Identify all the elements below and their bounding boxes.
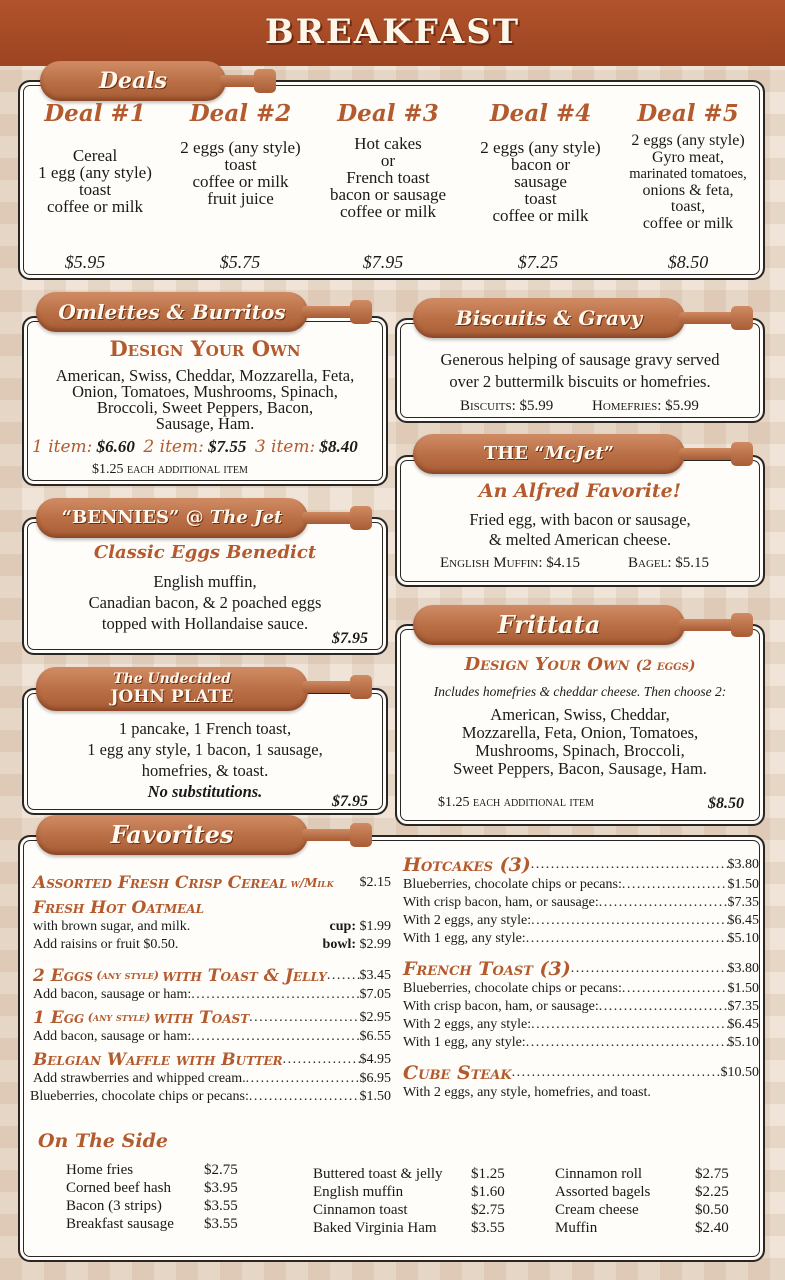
banner-text: JOHN PLATE (110, 687, 234, 707)
side-item (555, 1183, 729, 1201)
hotcakes-option (403, 894, 759, 912)
size-label: cup: (329, 919, 356, 934)
french-toast-option (403, 980, 759, 998)
deal-line: sausage (514, 172, 567, 191)
side-item-name: Buttered toast & jelly (313, 1166, 443, 1182)
option-price: $7.35 (727, 999, 759, 1014)
side-item-price: $0.50 (695, 1202, 729, 1218)
price-label: 2 item: (143, 437, 204, 457)
two-eggs-add-row (33, 986, 391, 1004)
side-item-price: $2.75 (204, 1162, 238, 1178)
omelettes-banner (36, 292, 376, 332)
deal-line: Gyro meat, (652, 148, 724, 166)
item-price: $6.55 (359, 1029, 391, 1044)
deal-2 (163, 100, 318, 207)
oatmeal-cup-row (33, 918, 391, 936)
french-toast-option (403, 1034, 759, 1052)
deal-price: $5.75 (219, 252, 261, 272)
item-name: Cube Steak (403, 1062, 512, 1084)
homefries-option: Homefries: $5.99 (592, 398, 699, 414)
desc-line: Canadian bacon, & 2 poached eggs (88, 593, 322, 612)
menu-item-french-toast (403, 958, 759, 980)
desc-line: Generous helping of sausage gravy served (440, 350, 720, 369)
side-item-price: $1.60 (471, 1184, 505, 1200)
deal-line: toast, (670, 198, 706, 215)
side-item-name: Baked Virginia Ham (313, 1220, 437, 1236)
frittata-banner-label: Frittata (413, 605, 685, 645)
item-price: $4.95 (359, 1052, 391, 1067)
mcjet-option-bagel: Bagel: $5.15 (628, 555, 709, 571)
item-price: $6.95 (359, 1071, 391, 1086)
option-label: With 2 eggs, any style: (403, 913, 532, 928)
side-item-name: Home fries (66, 1162, 134, 1178)
mcjet-banner (413, 434, 755, 474)
item-name-rest: with Toast & Jelly (162, 966, 327, 986)
deal-line: 2 eggs (any style) (480, 138, 601, 157)
side-item (313, 1201, 505, 1219)
deal-line: bacon or (510, 155, 570, 174)
biscuits-desc (395, 349, 765, 393)
banner-text: THE “ (483, 443, 545, 464)
desc-line: & melted American cheese. (488, 530, 672, 549)
item-price: $1.99 (359, 919, 391, 934)
deal-price: $5.95 (64, 252, 106, 272)
option-label: Blueberries, chocolate chips or pecans: (403, 877, 622, 892)
side-item-name: Cinnamon toast (313, 1202, 408, 1218)
ingredient-line: Sweet Peppers, Bacon, Sausage, Ham. (453, 759, 707, 778)
option-price: $7.35 (727, 895, 759, 910)
deal-title: Deal #1 (44, 100, 146, 127)
john-plate-price: $7.95 (332, 793, 368, 810)
deal-line: coffee or milk (192, 172, 289, 191)
mcjet-desc (395, 510, 765, 550)
frittata-price: $8.50 (708, 795, 744, 812)
deal-line: coffee or milk (340, 202, 436, 221)
item-desc: Blueberries, chocolate chips or pecans: (30, 1089, 249, 1104)
deal-line: bacon or sausage (329, 185, 447, 204)
side-column-2 (313, 1165, 505, 1237)
item-desc: Add strawberries and whipped cream. (33, 1071, 246, 1086)
side-item-price: $3.95 (204, 1180, 238, 1196)
deal-line: 1 egg (any style) (38, 163, 152, 182)
desc-line: English muffin, (153, 572, 257, 591)
deal-line: Hot cakes (354, 134, 422, 153)
option-price: $1.50 (727, 877, 759, 892)
option-label: With crisp bacon, ham, or sausage: (403, 999, 599, 1014)
frittata-note: Includes homefries & cheddar cheese. Then choose 2: (433, 684, 727, 699)
side-item-name: Assorted bagels (555, 1184, 651, 1200)
side-item-name: Breakfast sausage (66, 1216, 174, 1232)
deal-title: Deal #4 (489, 100, 592, 127)
hotcakes-option (403, 912, 759, 930)
biscuits-banner-label: Biscuits & Gravy (413, 298, 685, 338)
item-name-rest: with Toast (153, 1008, 250, 1028)
item-price: $2.95 (359, 1010, 391, 1025)
option-price: $5.10 (727, 1035, 759, 1050)
option-label: With 1 egg, any style: (403, 931, 526, 946)
bennies-banner-label (36, 498, 308, 538)
omelettes-prices (32, 437, 382, 457)
side-item (555, 1201, 729, 1219)
banner-text: “BENNIES” @ (61, 507, 210, 528)
side-item-price: $2.75 (695, 1166, 729, 1182)
item-desc: Add raisins or fruit $0.50. (33, 937, 179, 952)
item-price: $2.99 (359, 937, 391, 952)
deal-3 (313, 100, 463, 220)
side-item-name: English muffin (313, 1184, 404, 1200)
bennies-banner (36, 498, 376, 538)
side-item-price: $3.55 (204, 1216, 238, 1232)
deal-line: or (380, 151, 396, 170)
side-item-price: $1.25 (471, 1166, 505, 1182)
deal-1 (20, 100, 170, 215)
deal-line: marinated tomatoes, (629, 166, 747, 182)
item-desc: with brown sugar, and milk. (33, 919, 191, 934)
side-item (555, 1165, 729, 1183)
mcjet-option-muffin: English Muffin: $4.15 (440, 555, 581, 571)
subtitle-text: Design Your Own (464, 654, 630, 675)
frittata-ingredients (395, 706, 765, 778)
item-price: $2.15 (359, 875, 391, 890)
deal-price: $8.50 (667, 252, 709, 272)
deals-banner (40, 61, 280, 101)
john-plate-note: No substitutions. (147, 782, 263, 801)
side-item (313, 1219, 505, 1237)
frittata-extra: $1.25 each additional item (438, 795, 594, 810)
menu-item-two-eggs (33, 966, 391, 986)
price-value: $6.60 (96, 437, 135, 456)
desc-line: homefries, & toast. (141, 761, 269, 780)
option-label: With 1 egg, any style: (403, 1035, 526, 1050)
item-name: Belgian Waffle with Butter (33, 1050, 283, 1070)
header-band (0, 0, 785, 66)
side-item (66, 1215, 238, 1233)
deal-line: onions & feta, (642, 181, 734, 199)
banner-text: The Jet (209, 507, 283, 528)
banner-text: The Undecided (113, 671, 231, 687)
side-item-price: $3.55 (471, 1220, 505, 1236)
favorites-banner (36, 815, 376, 855)
menu-item-hotcakes (403, 854, 759, 876)
subtitle-small: (2 eggs) (635, 658, 696, 674)
option-price: $1.50 (727, 981, 759, 996)
frittata-subtitle (395, 654, 765, 675)
deal-price: $7.25 (517, 252, 559, 272)
ingredient-line: Mushrooms, Spinach, Broccoli, (475, 741, 685, 760)
size-label: bowl: (322, 937, 356, 952)
item-name: 2 Eggs (33, 966, 93, 986)
desc-line: 1 egg any style, 1 bacon, 1 sausage, (87, 740, 323, 759)
desc-line: Fried egg, with bacon or sausage, (469, 510, 691, 529)
side-item-name: Muffin (555, 1220, 598, 1236)
side-item-name: Corned beef hash (66, 1180, 171, 1196)
item-name-oatmeal: Fresh Hot Oatmeal (33, 898, 205, 918)
oatmeal-bowl-row (33, 936, 391, 954)
desc-line: topped with Hollandaise sauce. (101, 614, 309, 633)
mcjet-subtitle: An Alfred Favorite! (478, 480, 682, 502)
menu-item-one-egg (33, 1008, 391, 1028)
ingredient-line: American, Swiss, Cheddar, Mozzarella, Feta, (55, 366, 355, 385)
side-column-3 (555, 1165, 729, 1237)
menu-item-cereal (33, 873, 391, 893)
item-suffix: w/Milk (290, 876, 334, 890)
omelettes-extra: $1.25 each additional item (92, 462, 248, 477)
item-desc: Add bacon, sausage or ham: (33, 1029, 192, 1044)
side-item (555, 1219, 729, 1237)
side-column-1 (66, 1161, 238, 1233)
bennies-subtitle: Classic Eggs Benedict (93, 542, 317, 563)
deals-banner-label: Deals (40, 61, 226, 101)
item-name: 1 Egg (33, 1008, 85, 1028)
side-item (66, 1161, 238, 1179)
item-price: $7.05 (359, 987, 391, 1002)
deal-line: toast (224, 155, 257, 174)
banner-text: McJet (544, 443, 604, 464)
item-price: $3.80 (727, 961, 759, 976)
desc-line: 1 pancake, 1 French toast, (118, 719, 292, 738)
option-label: With crisp bacon, ham, or sausage: (403, 895, 599, 910)
on-the-side-title: On The Side (38, 1130, 168, 1152)
option-price: $5.10 (727, 931, 759, 946)
deal-title: Deal #2 (189, 100, 292, 127)
ingredient-line: Mozzarella, Feta, Onion, Tomatoes, (461, 723, 699, 742)
ingredient-line: Sausage, Ham. (155, 414, 255, 433)
option-label: With 2 eggs, any style: (403, 1017, 532, 1032)
deal-line: toast (524, 189, 557, 208)
john-plate-banner-label (36, 667, 308, 711)
desc-line: over 2 buttermilk biscuits or homefries. (449, 372, 711, 391)
deal-line: French toast (346, 168, 430, 187)
french-toast-option (403, 1016, 759, 1034)
waffle-add-row (33, 1070, 391, 1088)
menu-item-waffle (33, 1050, 391, 1070)
side-item-name: Cinnamon roll (555, 1166, 643, 1182)
biscuits-banner (413, 298, 755, 338)
side-item-price: $2.40 (695, 1220, 729, 1236)
omelettes-banner-label: Omlettes & Burritos (36, 292, 308, 332)
hotcakes-option (403, 930, 759, 948)
price-value: $7.55 (208, 437, 247, 456)
omelettes-ingredients (22, 368, 388, 432)
side-item-name: Bacon (3 strips) (66, 1198, 162, 1214)
deal-line: coffee or milk (47, 197, 143, 216)
item-qualifier: (any style) (96, 969, 160, 982)
price-label: 1 item: (32, 437, 93, 457)
option-price: $6.45 (727, 913, 759, 928)
side-item-price: $2.75 (471, 1202, 505, 1218)
ingredient-line: Broccoli, Sweet Peppers, Bacon, (96, 398, 314, 417)
ingredient-line: American, Swiss, Cheddar, (490, 705, 670, 724)
item-qualifier: (any style) (87, 1011, 151, 1024)
deal-line: coffee or milk (642, 214, 734, 232)
side-item-name: Cream cheese (555, 1202, 639, 1218)
item-price: $3.80 (727, 857, 759, 872)
side-item (66, 1197, 238, 1215)
biscuits-option: Biscuits: $5.99 (460, 398, 554, 414)
deal-line: toast (78, 180, 112, 199)
side-item (313, 1165, 505, 1183)
side-item (313, 1183, 505, 1201)
banner-text: ” (603, 443, 615, 464)
deal-price: $7.95 (362, 252, 404, 272)
deal-line: Cereal (72, 146, 118, 165)
waffle-add-row (30, 1088, 391, 1106)
ingredient-line: Onion, Tomatoes, Mushrooms, Spinach, (72, 382, 338, 401)
deal-title: Deal #5 (637, 100, 739, 127)
option-price: $6.45 (727, 1017, 759, 1032)
page-title: BREAKFAST (264, 12, 521, 52)
deal-title: Deal #3 (337, 100, 439, 127)
omelettes-subtitle: Design Your Own (109, 336, 301, 361)
john-plate-banner (36, 667, 376, 711)
item-desc: Add bacon, sausage or ham: (33, 987, 192, 1002)
hotcakes-option (403, 876, 759, 894)
price-value: $8.40 (319, 437, 358, 456)
bennies-price: $7.95 (332, 630, 368, 647)
item-price: $10.50 (720, 1065, 759, 1080)
deal-line: fruit juice (207, 189, 274, 208)
item-name: French Toast (3) (403, 958, 571, 980)
item-price: $1.50 (359, 1089, 391, 1104)
item-name: Hotcakes (3) (403, 854, 531, 876)
favorites-banner-label: Favorites (36, 815, 308, 855)
item-name: Assorted Fresh Crisp Cereal (33, 873, 288, 893)
side-item-price: $3.55 (204, 1198, 238, 1214)
mcjet-banner-label (413, 434, 685, 474)
deal-4 (463, 100, 618, 224)
frittata-banner (413, 605, 755, 645)
cube-steak-desc: With 2 eggs, any style, homefries, and toast. (403, 1085, 651, 1100)
deal-line: coffee or milk (492, 206, 589, 225)
deal-5 (612, 100, 764, 232)
side-item-price: $2.25 (695, 1184, 729, 1200)
favorites-right-column (403, 854, 759, 1102)
deal-line: 2 eggs (any style) (631, 132, 745, 149)
option-label: Blueberries, chocolate chips or pecans: (403, 981, 622, 996)
deal-line: 2 eggs (any style) (180, 138, 301, 157)
john-plate-desc (22, 718, 388, 802)
price-label: 3 item: (254, 437, 316, 457)
side-item (66, 1179, 238, 1197)
menu-item-cube-steak (403, 1062, 759, 1084)
french-toast-option (403, 998, 759, 1016)
favorites-left-column (30, 873, 391, 1106)
item-price: $3.45 (359, 968, 391, 983)
one-egg-add-row (33, 1028, 391, 1046)
bennies-desc (22, 571, 388, 634)
